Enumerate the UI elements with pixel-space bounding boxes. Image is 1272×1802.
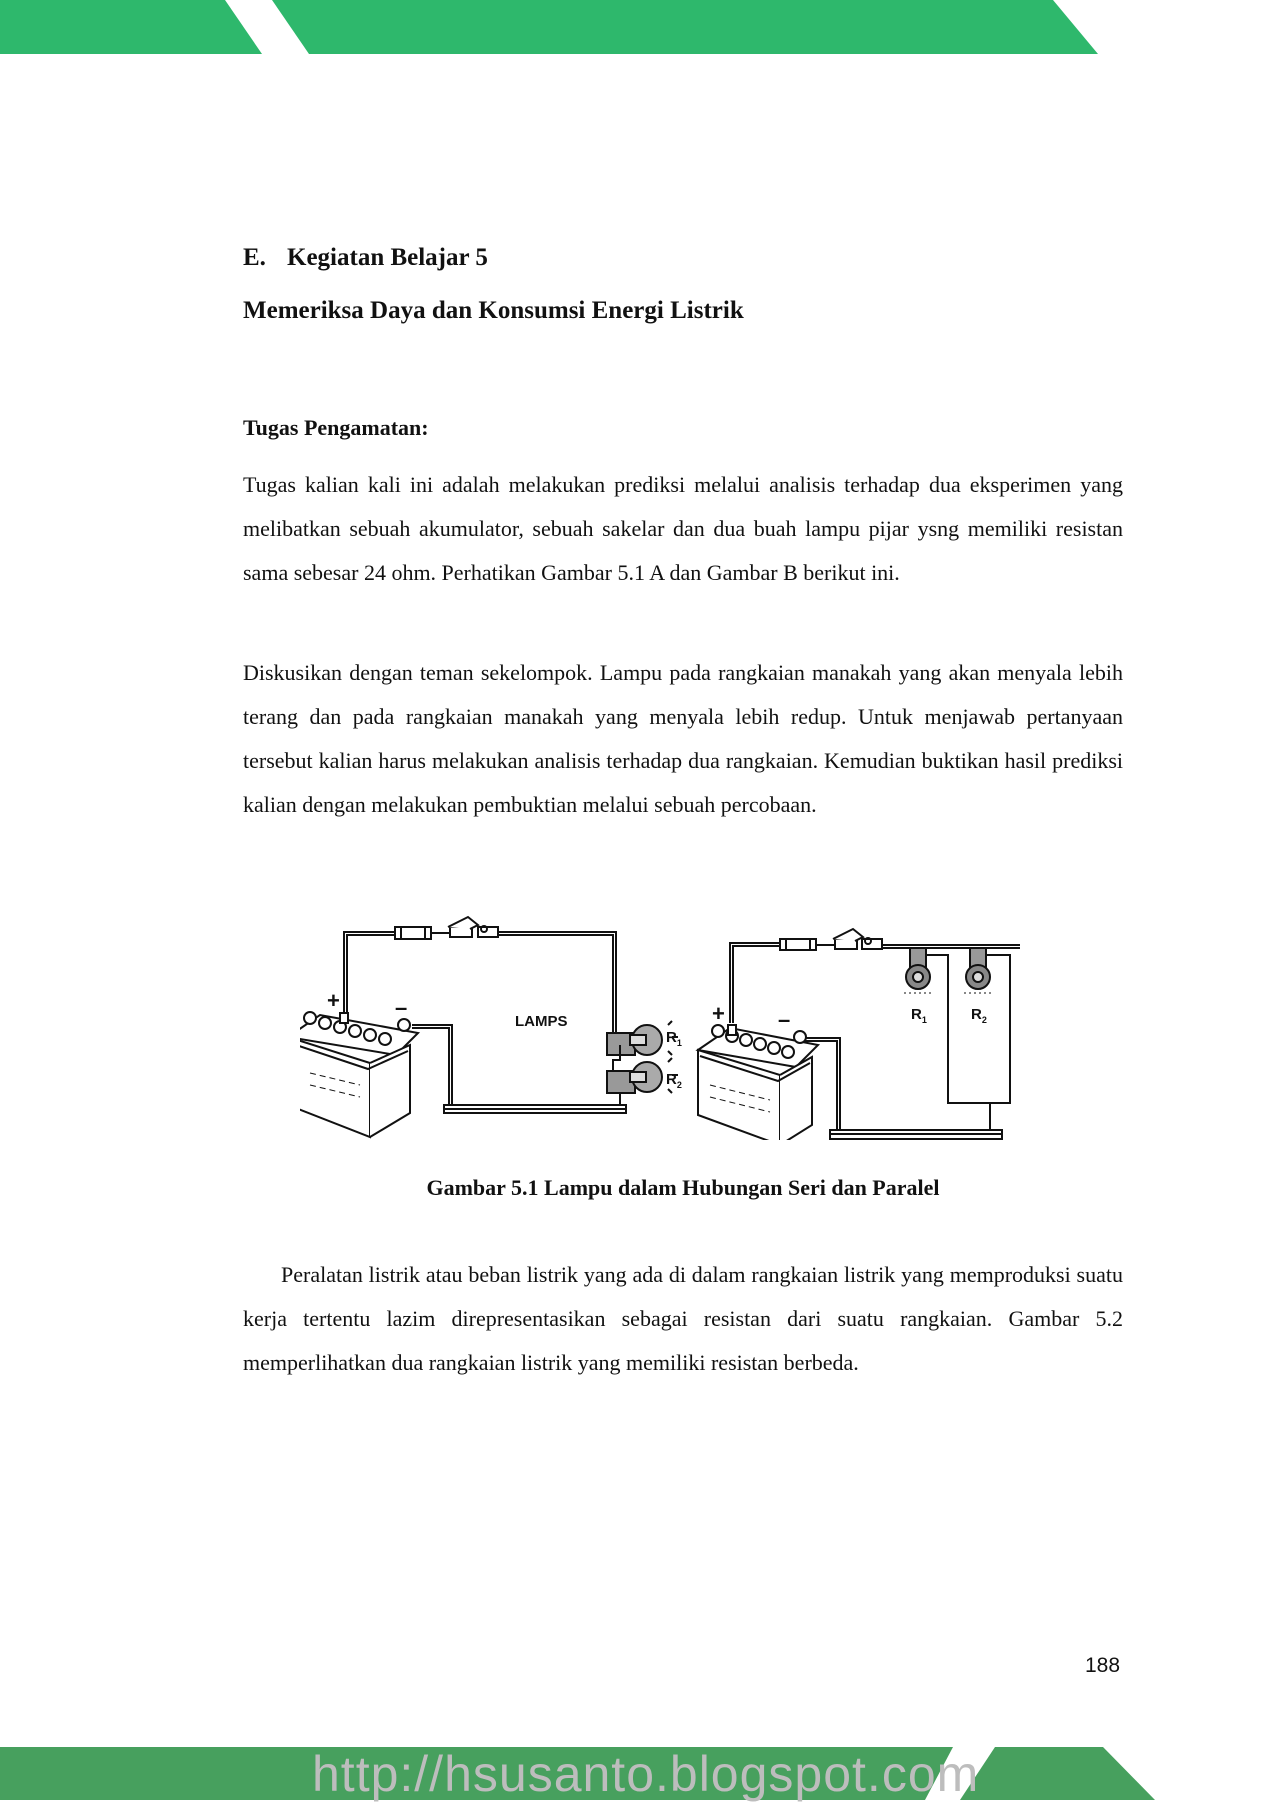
switch-icon [833,929,882,949]
figure-caption: Gambar 5.1 Lampu dalam Hubungan Seri dan Paralel [426,1175,940,1200]
figure-series-parallel-circuits [300,905,1070,1140]
page-title: Memeriksa Daya dan Konsumsi Energi Listrik [243,297,744,324]
watermark-url: http://hsusanto.blogspot.com [312,1746,980,1802]
parallel-circuit-diagram [698,929,1020,1140]
series-plus-label: + [327,988,340,1013]
parallel-r2-label: $R_2$ [971,1006,987,1025]
series-circuit-diagram [300,917,678,1137]
body-paragraph-3: Peralatan listrik atau beban listrik yang ada di dalam rangkaian listrik yang memproduksi suatu kerja tertentu lazim direpresentasikan sebagai resistan dari suatu rangkaian. Gambar 5.2 memperlihatkan dua rangkaian listrik yang memiliki resistan berbeda. [243,1262,1123,1375]
lamps-label: LAMPS [515,1013,568,1030]
parallel-r1-label: $R_1$ [911,1006,927,1025]
parallel-plus-label: + [712,1001,725,1026]
task-paragraph-2: Diskusikan dengan teman sekelompok. Lampu pada rangkaian manakah yang akan menyala lebih terang dan pada rangkaian manakah yang menyala lebih redup. Untuk menjawab pertanyaan tersebut kalian harus melakukan analisis terhadap dua rangkaian. Kemudian buktikan hasil prediksi kalian dengan melakukan pembuktian melalui sebuah percobaan. [243,660,1123,817]
section-heading [243,244,488,272]
series-r1-label: $R_1$ [666,1029,682,1048]
parallel-minus-label: – [778,1007,791,1032]
task-heading: Tugas Pengamatan: [243,415,429,440]
battery-icon [300,1012,418,1137]
top-decorative-band [0,0,1272,54]
battery-icon [698,1025,818,1140]
series-r2-label: $R_2$ [666,1071,682,1090]
switch-icon [448,917,498,937]
task-paragraph-1: Tugas kalian kali ini adalah melakukan prediksi melalui analisis terhadap dua eksperimen yang melibatkan sebuah akumulator, sebuah sakelar dan dua buah lampu pijar ysng memiliki resistan sama sebesar 24 ohm. Perhatikan Gambar 5.1 A dan Gambar B berikut ini. [243,472,1123,585]
series-minus-label: – [395,995,408,1020]
section-heading-text: Kegiatan Belajar 5 [287,244,488,271]
section-letter: E. [243,244,266,271]
page-number: 188 [1085,1654,1121,1677]
